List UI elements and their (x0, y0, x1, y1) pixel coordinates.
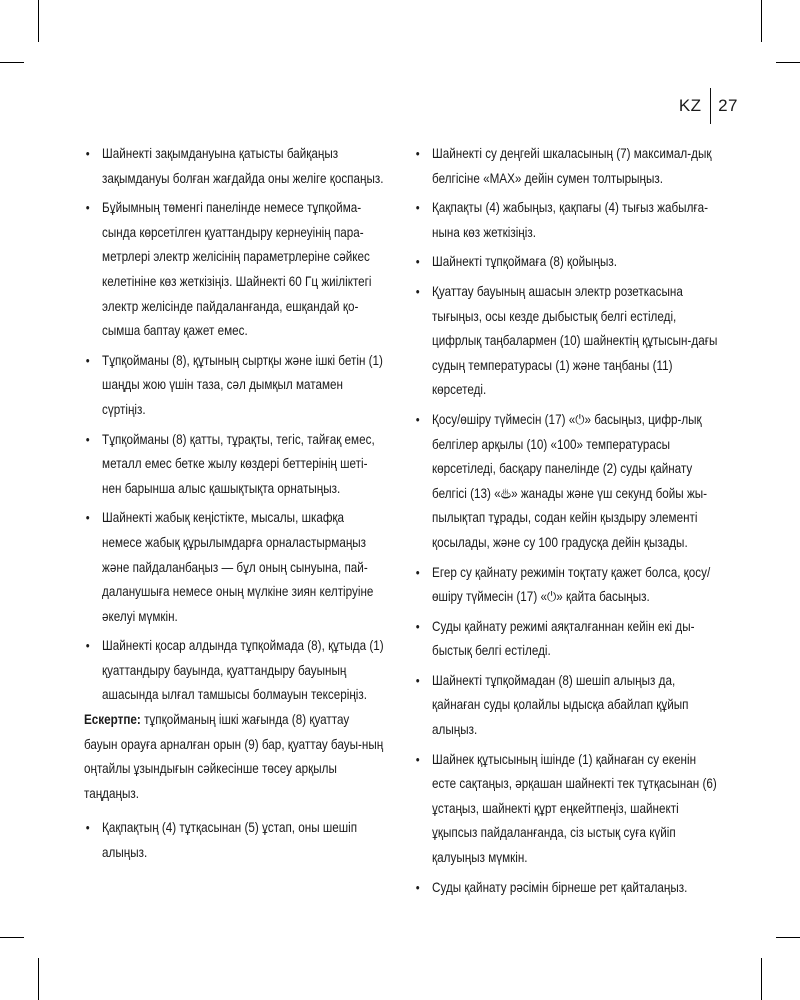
crop-mark-bottom-right-h (776, 937, 800, 938)
note-label: Ескертпе: (84, 712, 141, 728)
crop-mark-bottom-right (761, 958, 762, 1000)
list-item: • Қуаттау бауының ашасын электр розеткасына тығыңыз, осы кезде дыбыстық белгі естіледі, цифрлық таңбалармен (10) шайнектің құтысын-дағы судың температурасы (1) және таңбаны (11) көрсетеді. (414, 280, 718, 403)
list-item: • Егер су қайнату режимін тоқтату қажет болса, қосу/өшіру түймесін (17) «⏻» қайта басыңыз. (414, 561, 718, 610)
page-header (679, 88, 738, 124)
crop-mark-top-right-h (776, 62, 800, 63)
list-item: • Қақпақтың (4) тұтқасынан (5) ұстап, оны шешіп алыңыз. (84, 816, 386, 865)
list-item: • Тұпқойманы (8) қатты, тұрақты, тегіс, тайғақ емес, металл емес бетке жылу көздері беттерінің шеті-нен барынша алыс қашықтықта орнатыңыз. (84, 428, 386, 502)
list-item: • Тұпқойманы (8), құтының сыртқы және ішкі бетін (1) шаңды жою үшін таза, сәл дымқыл матамен сүртіңіз. (84, 349, 386, 423)
page-number: 27 (718, 96, 738, 115)
list-item: • Шайнек құтысының ішінде (1) қайнаған су екенін есте сақтаңыз, әрқашан шайнекті тек тұтқасынан (6) ұстаңыз, шайнекті құрт еңкейтпеңіз, шайнекті ұқыпсыз пайдаланғанда, сіз ыстық суға күйіп қалуыңыз мүмкін. (414, 748, 718, 871)
left-bullet-list-after (84, 816, 386, 865)
list-item: • Шайнекті қосар алдында тұпқоймада (8), құтыда (1) қуаттандыру бауында, қуаттандыру бауының ашасында ылғал тамшысы болмауын тексеріңіз. (84, 634, 386, 708)
note-text: тұпқойманың ішкі жағында (8) қуаттау бауын орауға арналған орын (9) бар, қуаттау бауы-ның оңтайлы ұзындығын сәйкесінше төсеу арқылы таңдаңыз. (84, 712, 384, 801)
list-item: • Шайнекті тұпқоймаға (8) қойыңыз. (414, 250, 718, 275)
list-item: • Қосу/өшіру түймесін (17) «⏻» басыңыз, цифр-лық белгілер арқылы (10) «100» температурасы көрсетіледі, басқару панелінде (2) суды қайнату белгісі (13) «♨» жанады және үш секунд бойы жы-пылықтап тұрады, содан кейін қыздыру элементі қосылады, және су 100 градусқа дейін қызады. (414, 408, 718, 556)
note-paragraph (84, 708, 386, 806)
list-item: • Суды қайнату рәсімін бірнеше рет қайталаңыз. (414, 876, 718, 901)
list-item: • Суды қайнату режимі аяқталғаннан кейін екі ды-быстық белгі естіледі. (414, 615, 718, 664)
left-column (84, 142, 386, 871)
crop-mark-top-right (761, 0, 762, 42)
crop-mark-top-left (38, 0, 39, 42)
list-item: • Шайнекті су деңгейі шкаласының (7) максимал-дық белгісіне «MAX» дейін сумен толтырыңыз. (414, 142, 718, 191)
right-bullet-list (414, 142, 718, 900)
right-column (414, 142, 718, 905)
language-code: KZ (678, 96, 702, 115)
list-item: • Шайнекті тұпқоймадан (8) шешіп алыңыз да, қайнаған суды қолайлы ыдысқа абайлап құйып алыңыз. (414, 669, 718, 743)
list-item: • Бұйымның төменгі панелінде немесе тұпқойма-сында көрсетілген қуаттандыру кернеуінің пара-метрлері электр желісінің параметрлеріне сәйкес келетініне көз жеткізіңіз. Шайнекті 60 Гц жиіліктегі электр желісінде пайдаланғанда, ешқандай қо-сымша баптау қажет емес. (84, 196, 386, 344)
crop-mark-bottom-left-h (0, 937, 24, 938)
list-item: • Шайнекті зақымдануына қатысты байқаңыз зақымдануы болған жағдайда оны желіге қоспаңыз. (84, 142, 386, 191)
list-item: • Шайнекті жабық кеңістікте, мысалы, шкафқа немесе жабық құрылымдарға орналастырмаңыз және пайдаланбаңыз — бұл оның сынуына, пай-даланушыға немесе оның мүлкіне зиян келтіруіне әкелуі мүмкін. (84, 506, 386, 629)
list-item: • Қақпақты (4) жабыңыз, қақпағы (4) тығыз жабылға-нына көз жеткізіңіз. (414, 196, 718, 245)
crop-mark-bottom-left (38, 958, 39, 1000)
left-bullet-list (84, 142, 386, 708)
crop-mark-top-left-h (0, 62, 24, 63)
